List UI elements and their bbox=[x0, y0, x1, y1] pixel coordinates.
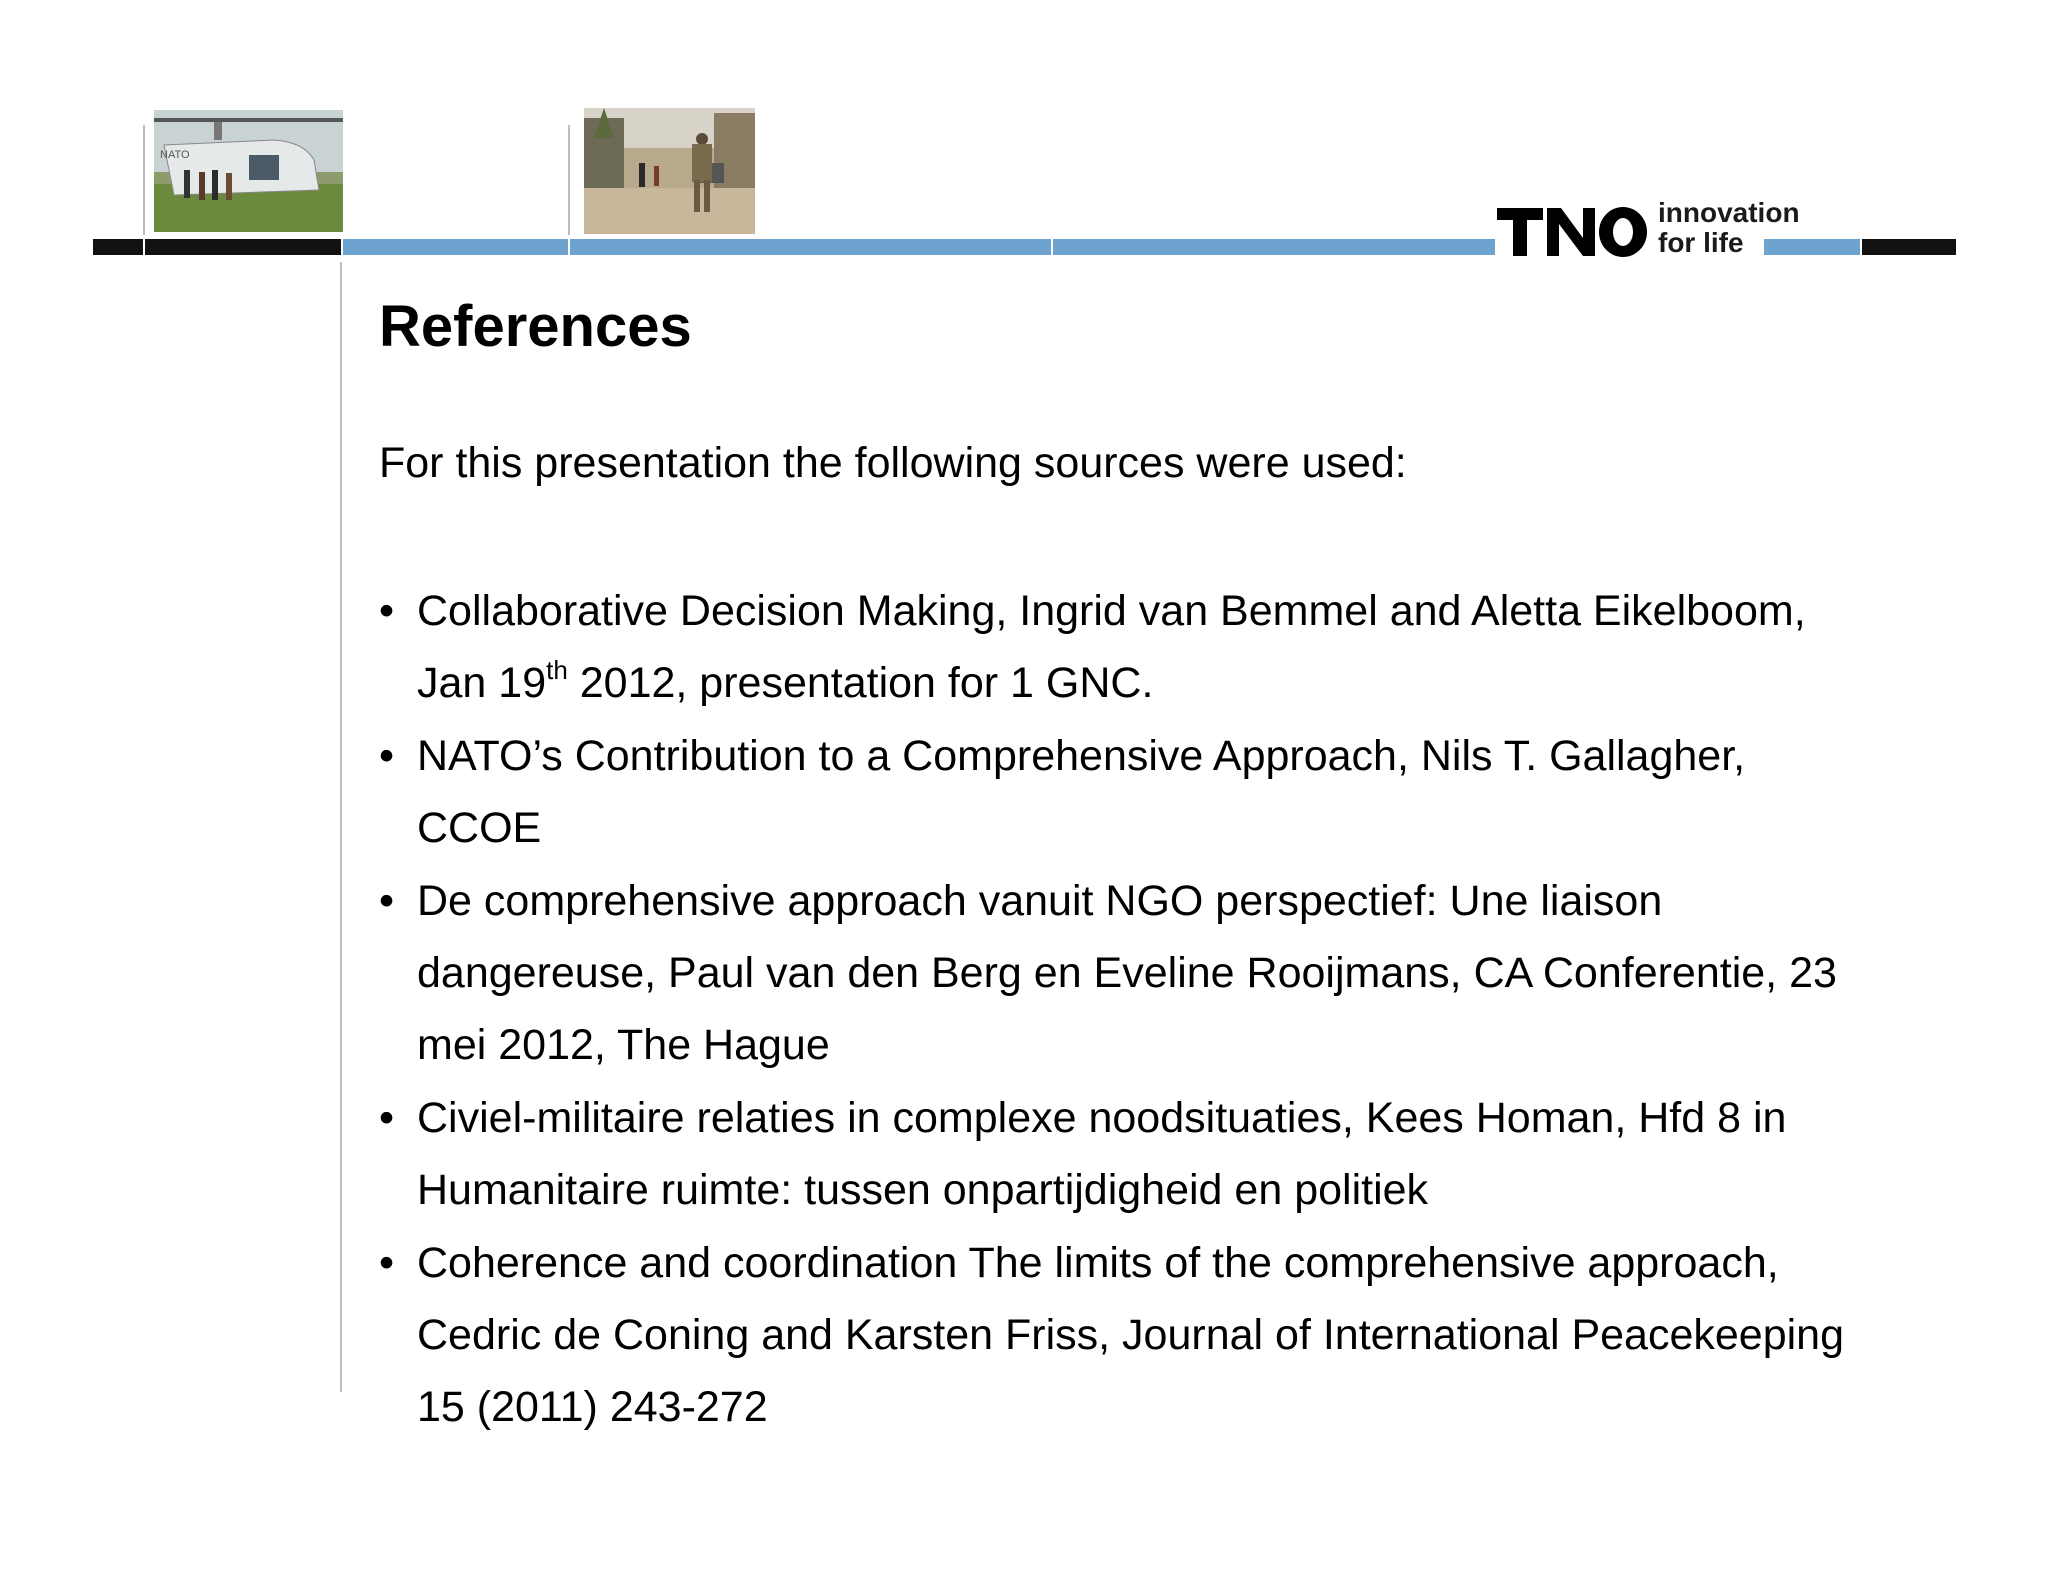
header-divider-middle bbox=[568, 125, 570, 235]
svg-text:NATO: NATO bbox=[160, 149, 190, 161]
header-band-segment bbox=[93, 239, 143, 255]
list-item bbox=[379, 1227, 1879, 1444]
slide-intro: For this presentation the following sources were used: bbox=[379, 439, 1407, 487]
header-band-segment bbox=[1053, 239, 1495, 255]
bullet-icon: • bbox=[379, 1238, 395, 1287]
header-band-segment bbox=[145, 239, 341, 255]
reference-text: Civiel-militaire relaties in complexe noodsituaties, Kees Homan, Hfd 8 in Humanitaire ruimte: tussen onpartijdigheid en politiek bbox=[417, 1093, 1787, 1215]
header-photo-helicopter bbox=[154, 110, 343, 232]
tno-tagline-line1: innovation bbox=[1658, 197, 1800, 228]
content-divider bbox=[340, 262, 342, 1392]
header-band-segment bbox=[343, 239, 568, 255]
header-band-segment bbox=[1862, 239, 1956, 255]
reference-text: Coherence and coordination The limits of the comprehensive approach, Cedric de Coning and Karsten Friss, Journal of International Peacekeeping 15 (2011) 243-272 bbox=[417, 1238, 1844, 1432]
reference-text-cont: 2012, presentation for 1 GNC. bbox=[567, 659, 1154, 708]
tno-tagline bbox=[1658, 198, 1800, 258]
bullet-icon: • bbox=[379, 731, 395, 780]
header-divider-left bbox=[143, 125, 145, 235]
header-photo-soldier bbox=[584, 108, 755, 234]
reference-list bbox=[379, 575, 1879, 1444]
tno-tagline-line2: for life bbox=[1658, 227, 1744, 258]
list-item bbox=[379, 1082, 1879, 1227]
tno-wordmark bbox=[1497, 206, 1649, 258]
slide-title: References bbox=[379, 294, 692, 359]
reference-text: Collaborative Decision Making, Ingrid van Bemmel and Aletta Eikelboom, Jan 19 bbox=[417, 587, 1806, 708]
reference-text: NATO’s Contribution to a Comprehensive Approach, Nils T. Gallagher, CCOE bbox=[417, 731, 1746, 853]
bullet-icon: • bbox=[379, 876, 395, 925]
header-band-segment bbox=[570, 239, 1051, 255]
list-item bbox=[379, 575, 1879, 720]
list-item bbox=[379, 720, 1879, 865]
bullet-icon: • bbox=[379, 587, 395, 635]
reference-superscript: th bbox=[546, 655, 568, 686]
reference-text: De comprehensive approach vanuit NGO perspectief: Une liaison dangereuse, Paul van den Berg en Eveline Rooijmans, CA Conferentie, 23 mei 2012, The Hague bbox=[417, 876, 1837, 1070]
bullet-icon: • bbox=[379, 1093, 395, 1142]
list-item bbox=[379, 865, 1879, 1082]
